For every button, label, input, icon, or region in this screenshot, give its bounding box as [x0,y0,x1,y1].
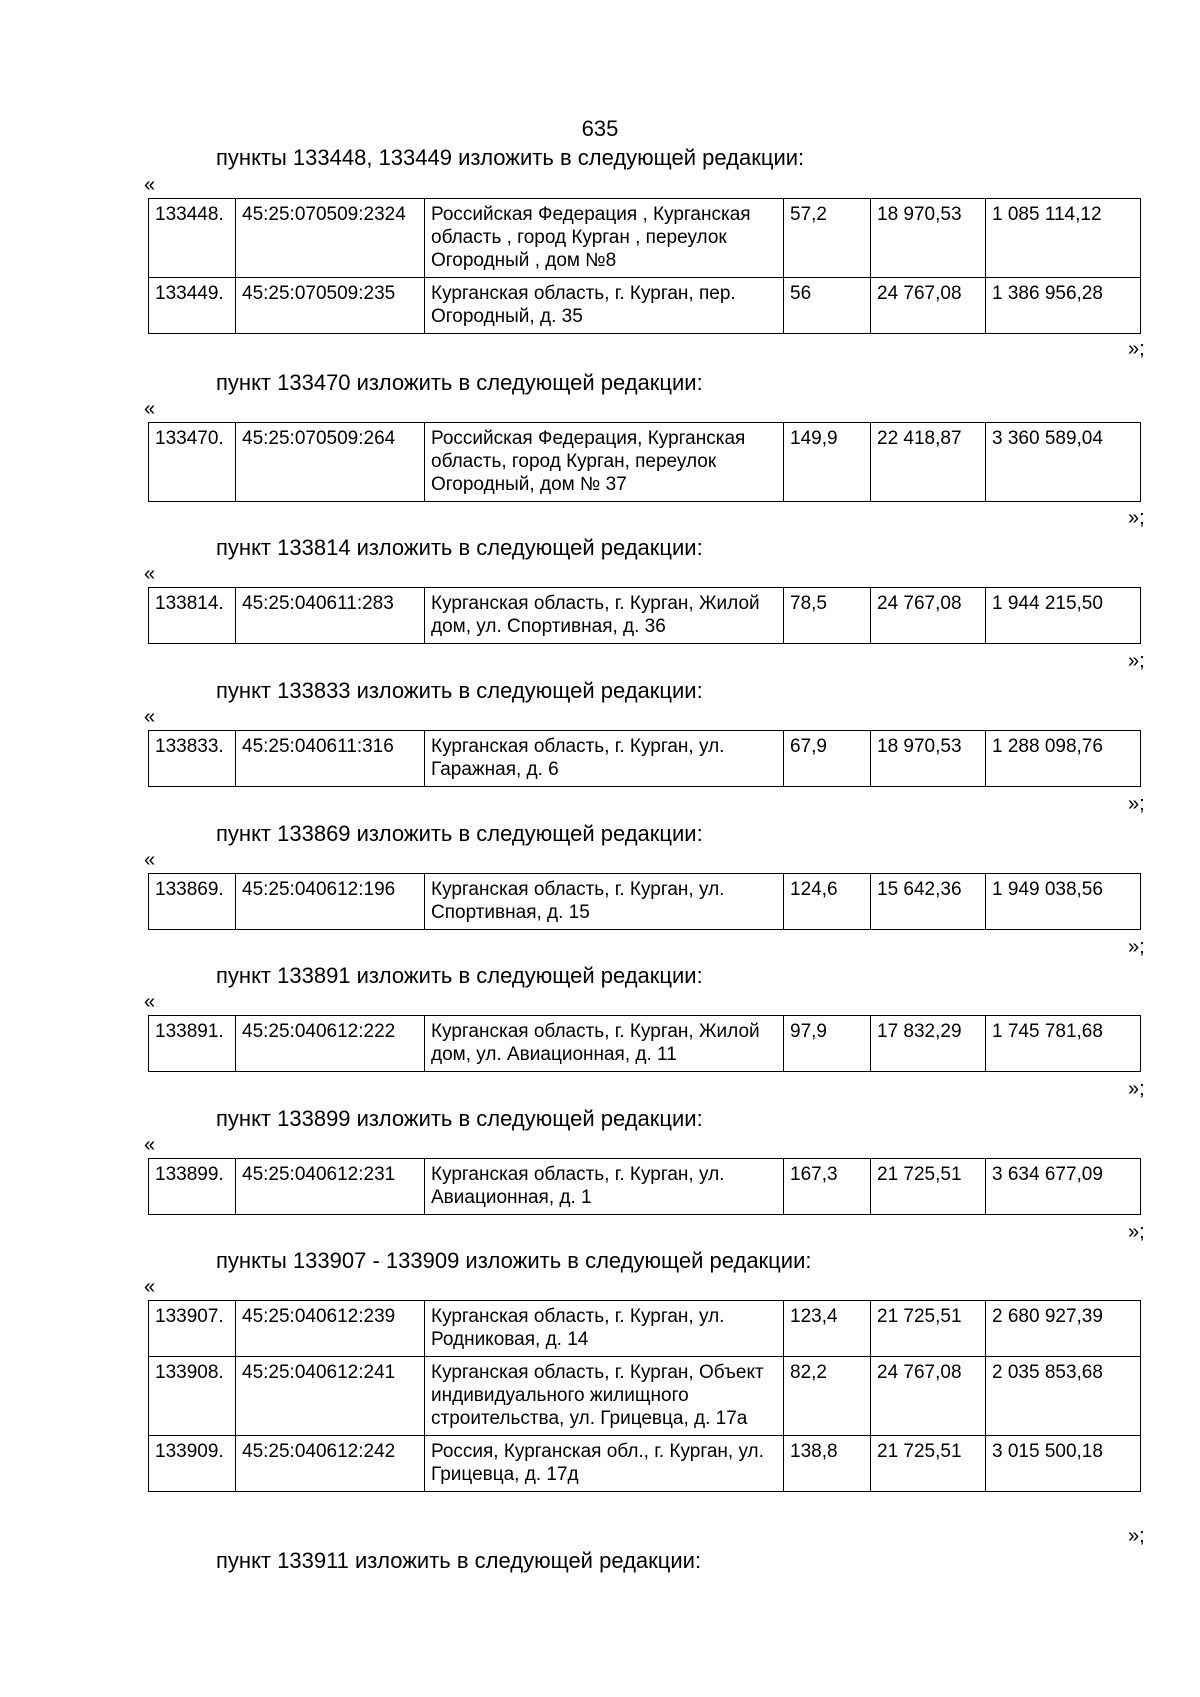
opening-quote: « [144,849,156,871]
cadastral-number-cell: 45:25:040611:283 [236,588,425,644]
item-number-cell: 133908. [149,1357,236,1436]
address-cell: Курганская область, г. Курган, ул. Гаражная, д. 6 [425,731,784,787]
registry-table [148,198,1141,334]
cadastral-number-cell: 45:25:040612:239 [236,1301,425,1357]
address-cell: Курганская область, г. Курган, Объект индивидуального жилищного строительства, ул. Грицевца, д. 17а [425,1357,784,1436]
item-number-cell: 133833. [149,731,236,787]
address-cell: Курганская область, г. Курган, ул. Спортивная, д. 15 [425,874,784,930]
area-cell: 124,6 [784,874,871,930]
table-row [149,874,1141,930]
registry-table [148,1300,1141,1492]
item-number-cell: 133814. [149,588,236,644]
table-row [149,588,1141,644]
section-heading: пункт 133891 изложить в следующей редакции: [216,963,703,988]
cadastral-number-cell: 45:25:040612:231 [236,1159,425,1215]
area-cell: 78,5 [784,588,871,644]
table-row [149,1159,1141,1215]
specific-value-cell: 18 970,53 [871,731,986,787]
opening-quote: « [144,1134,156,1156]
item-number-cell: 133470. [149,423,236,502]
specific-value-cell: 21 725,51 [871,1436,986,1492]
cadastral-value-cell: 1 085 114,12 [986,199,1141,278]
area-cell: 56 [784,278,871,334]
page-number: 635 [581,116,619,141]
cadastral-value-cell: 1 288 098,76 [986,731,1141,787]
closing-quote: »; [1128,650,1145,672]
address-cell: Курганская область, г. Курган, Жилой дом, ул. Авиационная, д. 11 [425,1016,784,1072]
section-heading: пункты 133448, 133449 изложить в следующей редакции: [216,145,805,170]
specific-value-cell: 24 767,08 [871,278,986,334]
address-cell: Курганская область, г. Курган, пер. Огородный, д. 35 [425,278,784,334]
address-cell: Российская Федерация, Курганская область, город Курган, переулок Огородный, дом № 37 [425,423,784,502]
area-cell: 138,8 [784,1436,871,1492]
cadastral-number-cell: 45:25:040612:222 [236,1016,425,1072]
closing-quote: »; [1128,1525,1145,1547]
opening-quote: « [144,706,156,728]
closing-quote: »; [1128,793,1145,815]
item-number-cell: 133449. [149,278,236,334]
closing-quote: »; [1128,338,1145,360]
closing-quote: »; [1128,1221,1145,1243]
cadastral-number-cell: 45:25:040611:316 [236,731,425,787]
table-row [149,1301,1141,1357]
specific-value-cell: 21 725,51 [871,1301,986,1357]
specific-value-cell: 17 832,29 [871,1016,986,1072]
area-cell: 67,9 [784,731,871,787]
item-number-cell: 133891. [149,1016,236,1072]
section-heading: пункты 133907 - 133909 изложить в следующей редакции: [216,1248,812,1273]
opening-quote: « [144,174,156,196]
cadastral-number-cell: 45:25:040612:242 [236,1436,425,1492]
cadastral-value-cell: 1 949 038,56 [986,874,1141,930]
cadastral-value-cell: 2 035 853,68 [986,1357,1141,1436]
cadastral-value-cell: 1 386 956,28 [986,278,1141,334]
cadastral-value-cell: 3 360 589,04 [986,423,1141,502]
cadastral-value-cell: 3 634 677,09 [986,1159,1141,1215]
area-cell: 57,2 [784,199,871,278]
registry-table [148,587,1141,644]
cadastral-number-cell: 45:25:070509:2324 [236,199,425,278]
closing-quote: »; [1128,1078,1145,1100]
table-row [149,199,1141,278]
item-number-cell: 133899. [149,1159,236,1215]
address-cell: Курганская область, г. Курган, ул. Родниковая, д. 14 [425,1301,784,1357]
address-cell: Курганская область, г. Курган, Жилой дом, ул. Спортивная, д. 36 [425,588,784,644]
cadastral-value-cell: 1 745 781,68 [986,1016,1141,1072]
cadastral-number-cell: 45:25:070509:264 [236,423,425,502]
specific-value-cell: 18 970,53 [871,199,986,278]
area-cell: 167,3 [784,1159,871,1215]
opening-quote: « [144,398,156,420]
table-row [149,1436,1141,1492]
section-heading: пункт 133869 изложить в следующей редакции: [216,821,703,846]
area-cell: 82,2 [784,1357,871,1436]
address-cell: Россия, Курганская обл., г. Курган, ул. Грицевца, д. 17д [425,1436,784,1492]
closing-quote: »; [1128,936,1145,958]
item-number-cell: 133448. [149,199,236,278]
cadastral-number-cell: 45:25:070509:235 [236,278,425,334]
specific-value-cell: 24 767,08 [871,1357,986,1436]
table-row [149,423,1141,502]
registry-table [148,873,1141,930]
area-cell: 149,9 [784,423,871,502]
cadastral-number-cell: 45:25:040612:196 [236,874,425,930]
area-cell: 97,9 [784,1016,871,1072]
specific-value-cell: 21 725,51 [871,1159,986,1215]
cadastral-value-cell: 3 015 500,18 [986,1436,1141,1492]
specific-value-cell: 22 418,87 [871,423,986,502]
cadastral-number-cell: 45:25:040612:241 [236,1357,425,1436]
item-number-cell: 133869. [149,874,236,930]
table-row [149,731,1141,787]
address-cell: Российская Федерация , Курганская область , город Курган , переулок Огородный , дом №8 [425,199,784,278]
table-row [149,1357,1141,1436]
registry-table [148,422,1141,502]
address-cell: Курганская область, г. Курган, ул. Авиационная, д. 1 [425,1159,784,1215]
section-heading: пункт 133470 изложить в следующей редакции: [216,370,703,395]
item-number-cell: 133907. [149,1301,236,1357]
table-row [149,278,1141,334]
closing-quote: »; [1128,507,1145,529]
opening-quote: « [144,563,156,585]
item-number-cell: 133909. [149,1436,236,1492]
area-cell: 123,4 [784,1301,871,1357]
section-heading: пункт 133899 изложить в следующей редакции: [216,1106,703,1131]
specific-value-cell: 15 642,36 [871,874,986,930]
section-heading: пункт 133833 изложить в следующей редакции: [216,678,703,703]
section-heading: пункт 133814 изложить в следующей редакции: [216,535,703,560]
cadastral-value-cell: 1 944 215,50 [986,588,1141,644]
registry-table [148,730,1141,787]
registry-table [148,1158,1141,1215]
opening-quote: « [144,991,156,1013]
opening-quote: « [144,1276,156,1298]
cadastral-value-cell: 2 680 927,39 [986,1301,1141,1357]
section-heading: пункт 133911 изложить в следующей редакции: [216,1548,702,1573]
specific-value-cell: 24 767,08 [871,588,986,644]
registry-table [148,1015,1141,1072]
table-row [149,1016,1141,1072]
